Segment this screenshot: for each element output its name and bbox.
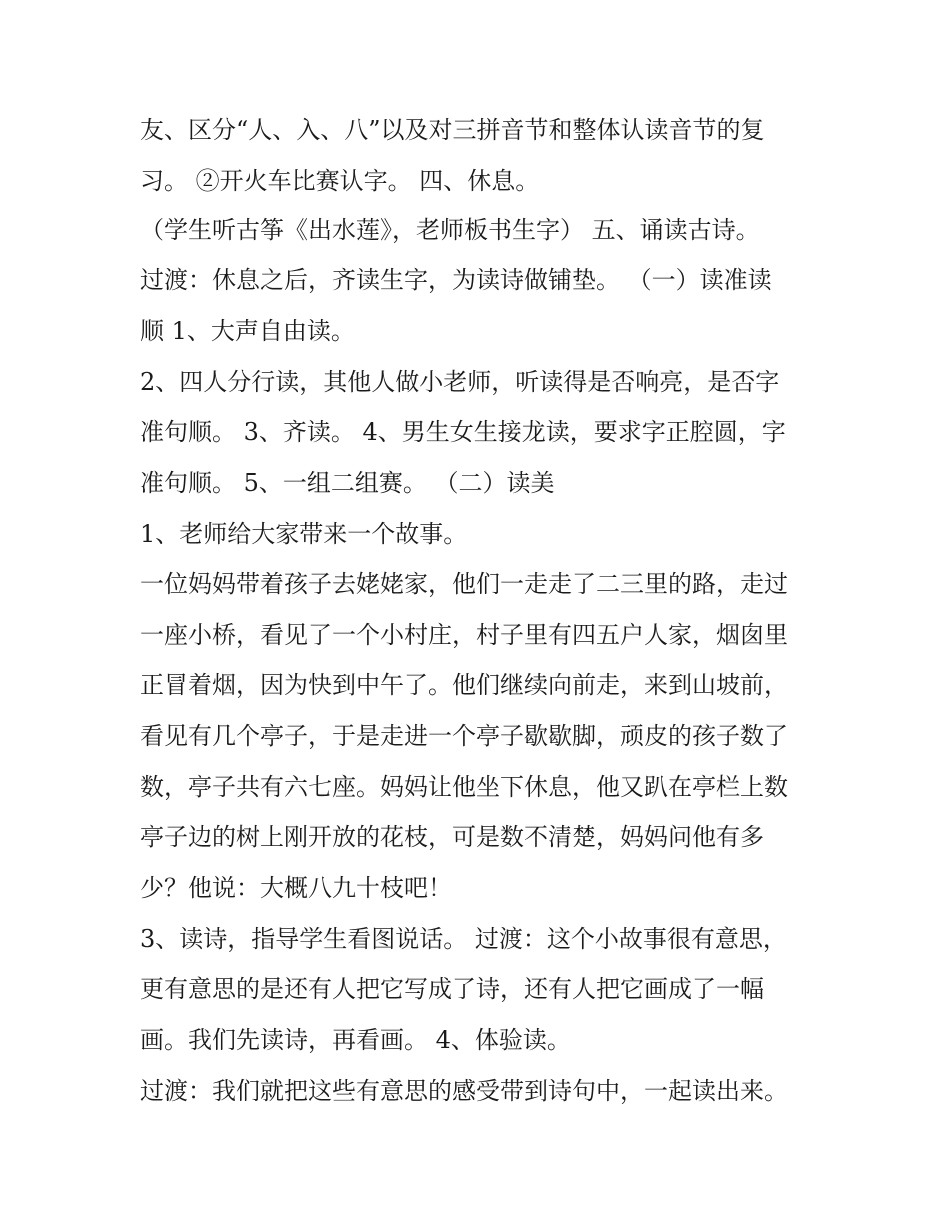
- text-line-5: 顺 1、大声自由读。: [140, 317, 355, 345]
- text-line-15: 亭子边的树上刚开放的花枝，可是数不清楚，妈妈问他有多: [140, 823, 764, 851]
- text-line-4: 过渡：休息之后，齐读生字，为读诗做铺垫。 （一）读准读: [140, 266, 772, 294]
- text-line-16: 少？他说：大概八九十枝吧！: [140, 874, 452, 902]
- text-line-19: 画。我们先读诗，再看画。 4、体验读。: [140, 1026, 571, 1054]
- text-line-11: 一座小桥，看见了一个小村庄，村子里有四五户人家，烟囱里: [140, 621, 788, 649]
- text-line-1: 友、区分“人、入、八”以及对三拼音节和整体认读音节的复: [140, 116, 765, 144]
- text-line-13: 看见有几个亭子，于是走进一个亭子歇歇脚，顽皮的孩子数了: [140, 722, 788, 750]
- text-line-3: （学生听古筝《出水莲》，老师板书生字） 五、诵读古诗。: [140, 216, 760, 244]
- text-line-7: 准句顺。 3、齐读。 4、男生女生接龙读，要求字正腔圆，字: [140, 418, 786, 446]
- text-line-2: 习。 ②开火车比赛认字。 四、休息。: [140, 167, 540, 195]
- text-line-20: 过渡：我们就把这些有意思的感受带到诗句中，一起读出来。: [140, 1077, 788, 1105]
- text-line-8: 准句顺。 5、一组二组赛。 （二）读美: [140, 469, 555, 497]
- text-line-12: 正冒着烟，因为快到中午了。他们继续向前走，来到山坡前，: [140, 671, 788, 699]
- text-line-14: 数，亭子共有六七座。妈妈让他坐下休息，他又趴在亭栏上数: [140, 773, 788, 801]
- text-line-17: 3、读诗，指导学生看图说话。 过渡：这个小故事很有意思，: [140, 925, 787, 953]
- text-line-10: 一位妈妈带着孩子去姥姥家，他们一走走了二三里的路，走过: [140, 570, 788, 598]
- text-line-6: 2、四人分行读，其他人做小老师，听读得是否响亮，是否字: [140, 368, 780, 396]
- text-line-18: 更有意思的是还有人把它写成了诗，还有人把它画成了一幅: [140, 975, 764, 1003]
- text-line-9: 1、老师给大家带来一个故事。: [140, 520, 468, 548]
